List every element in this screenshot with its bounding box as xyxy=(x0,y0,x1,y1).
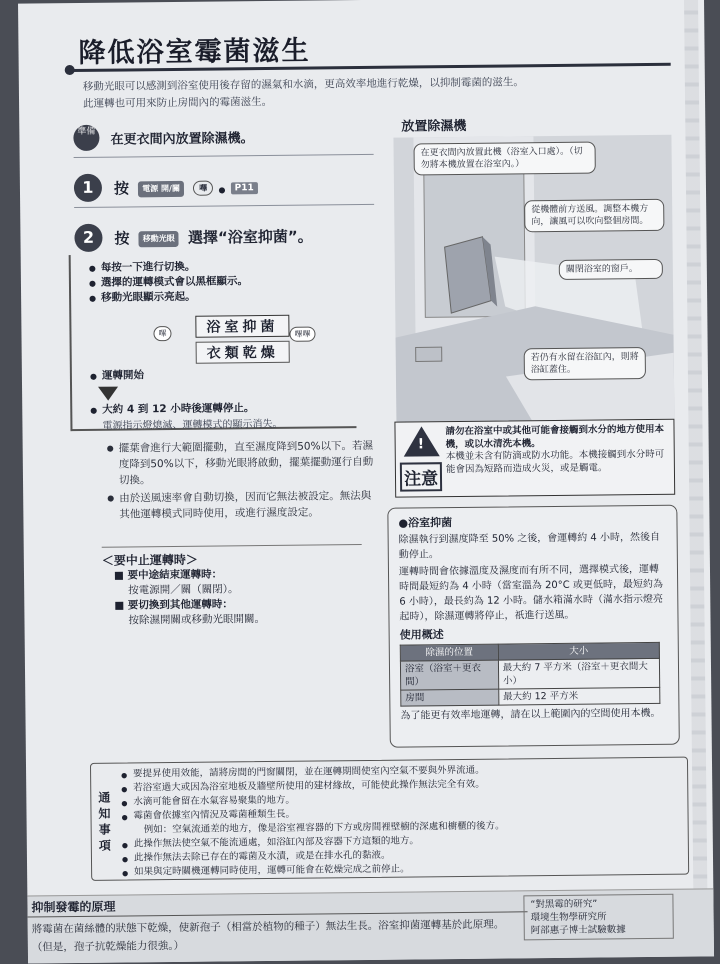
credit-line: 環境生物學研究所 xyxy=(530,911,607,924)
warning-box xyxy=(394,419,675,498)
notice-item: ● 此操作無法使空氣不能流通處，如浴缸內部及容器下方這類的地方。 xyxy=(122,832,682,852)
flow-bullets xyxy=(71,252,356,306)
table-cell: 房間 xyxy=(401,689,499,706)
warning-text xyxy=(445,424,672,476)
stop-item-text: 按除濕開關或移動光眼開關。 xyxy=(128,613,266,627)
press-label: 按 xyxy=(113,179,130,198)
step-1 xyxy=(74,169,374,208)
notice-item: ● 水滴可能會留在水氣容易聚集的地方。 xyxy=(121,790,681,810)
beep-oval: 嗶嗶 xyxy=(289,326,315,341)
operation-stop: ● 大約 4 到 12 小時後運轉停止。 xyxy=(88,401,254,418)
placement-title: 放置除濕機 xyxy=(401,118,467,135)
manual-page xyxy=(18,0,714,964)
notice-item: ● 若浴室過大或因為浴室地板及牆壁所使用的建材緣故，可能使此操作無法完全有效。 xyxy=(121,776,681,796)
notice-label: 通知事項 xyxy=(98,790,111,853)
flow-bullet: ● 每按一下進行切換。 xyxy=(87,258,355,276)
step-number: 2 xyxy=(74,224,102,252)
callout-window: 關閉浴室的窗戶。 xyxy=(559,259,663,280)
table-cell: 浴室（浴室＋更衣間） xyxy=(400,660,498,690)
notice-list xyxy=(121,762,682,880)
notice-item: ● 如果與定時關機運轉同時使用，運轉可能會在乾燥完成之前停止。 xyxy=(122,860,682,880)
step-number: 1 xyxy=(74,174,102,202)
credit-line: “對黑霉的研究” xyxy=(530,898,598,911)
flow-bullet: ● 選擇的運轉模式會以黑框顯示。 xyxy=(87,273,355,291)
operation-start: ● 運轉開始 xyxy=(88,368,144,384)
table-row xyxy=(400,658,659,690)
step-1-content: 按 電源 開/關 嗶 ● P11 xyxy=(114,176,258,199)
note-item: ● 擺葉會進行大範圍擺動，直至濕度降到50%以下。若濕度降到50%以下，移動光眼將啟動，擺葉擺動運行自動切換。 xyxy=(107,438,377,489)
footer-text: 將霉菌在菌絲體的狀態下乾燥，使新孢子（相當於植物的種子）無法生長。浴室抑菌運轉基於此原理。（但是，孢子抗乾燥能力很強。） xyxy=(31,918,505,954)
stop-item-text: 按電源開／關（關閉）。 xyxy=(128,583,239,597)
mold-paragraph: 除濕執行到濕度降至 50% 之後，會運轉約 4 小時，然後自動停止。 xyxy=(398,531,661,561)
motion-sensor-key-icon: 移動光眼 xyxy=(139,230,179,246)
mold-heading: ●浴室抑菌 xyxy=(398,516,453,530)
table-header: 大小 xyxy=(498,642,659,660)
flow-bullet: ● 移動光眼顯示亮起。 xyxy=(87,288,355,306)
callout-location: 在更衣間內放置此機（浴室入口處）。（切勿將本機放置在浴室內。） xyxy=(414,142,596,176)
beep-oval: 嗶 xyxy=(193,181,213,196)
notice-item: ● 霉菌會依據室內情況及霉菌種類生長。 xyxy=(121,804,681,824)
intro-text xyxy=(83,73,643,113)
stop-item-title: ■ 要中途結束運轉時： xyxy=(113,568,223,582)
principle-footer xyxy=(27,888,714,963)
prep-text: 在更衣間內放置除濕機。 xyxy=(110,130,254,148)
notice-item: ● 此操作無法去除已存在的霉菌及水漬，或是在排水孔的黏液。 xyxy=(122,846,682,866)
callout-bathtub: 若仍有水留在浴缸內，則將浴缸蓋住。 xyxy=(524,347,646,380)
usage-heading: 使用概述 xyxy=(399,628,444,642)
page-reference: P11 xyxy=(231,182,258,194)
usage-note: 為了能更有效率地運轉，請在以上範圍內的空間使用本機。 xyxy=(400,707,661,722)
table-header: 除濕的位置 xyxy=(400,644,498,661)
note-item: ● 由於送風速率會自動切換，因而它無法被設定。無法與其他運轉模式同時使用，或進行濕度設定。 xyxy=(107,488,377,523)
mold-paragraph: 運轉時間會依據溫度及濕度而有所不同，選擇模式後，運轉時間最短約為 4 小時（當室溫為 20°C 或更低時，最短約為 6 小時），最長約為 12 小時。儲水箱滿水時（滿水指示燈亮起時），除濕運轉將停止，祇進行送風。 xyxy=(398,563,663,623)
beep-oval: 嗶 xyxy=(153,326,171,341)
warning-detail: 本機並未含有防滴或防水功能。本機接觸到水分時可能會因為短路而造成火災，或是觸電。 xyxy=(445,448,665,475)
prep-badge: 準備 xyxy=(73,125,99,151)
notice-item: ● 要提昇使用效能，請將房間的門窗關閉，並在運轉期間使室內空氣不要與外界流通。 xyxy=(121,762,681,782)
exclamation-icon: ! xyxy=(417,436,425,453)
power-key-icon: 電源 開/關 xyxy=(138,180,184,196)
footer-title: 抑制發霉的原理 xyxy=(31,899,116,915)
intro-line: 此運轉也可用來防止房間內的霉菌滋生。 xyxy=(83,95,273,110)
step-2-action: 選擇“浴室抑菌”。 xyxy=(187,227,313,247)
warning-label: 注意 xyxy=(400,462,442,491)
notice-example: 例如：空氣流通差的地方，像是浴室裡容器的下方或房間裡壁櫥的深處和櫥櫃的後方。 xyxy=(143,820,505,836)
mode-flow-box xyxy=(69,252,357,431)
stop-note: 電源指示燈熄滅、運轉模式的顯示消失。 xyxy=(102,418,283,432)
stop-heading: ＜要中止運轉時＞ xyxy=(102,544,362,569)
credit-line: 阿部惠子博士試驗數據 xyxy=(530,924,626,937)
down-arrow-icon xyxy=(98,387,118,401)
press-label: 按 xyxy=(114,229,130,248)
bathroom-scene-icon xyxy=(393,135,674,430)
page-title: 降低浴室霉菌滋生 xyxy=(78,35,311,69)
notice-box xyxy=(90,757,689,881)
prep-row xyxy=(73,122,373,158)
placement-illustration xyxy=(393,135,674,430)
placement-section xyxy=(391,113,673,490)
callout-airflow: 從機體前方送風。調整本機方向，讓風可以吹向整個房間。 xyxy=(524,199,664,232)
step-2-content xyxy=(114,226,312,249)
mode-clothes-dry: 衣類乾燥 xyxy=(196,341,290,364)
stop-item-title: ■ 要切換到其他運轉時： xyxy=(114,598,233,612)
steps-column xyxy=(73,122,374,258)
usage-table xyxy=(400,642,661,707)
research-credit xyxy=(523,894,673,941)
operation-notes xyxy=(107,438,378,525)
mode-bathroom: 浴室抑菌 xyxy=(195,315,289,338)
warning-bold: 請勿在浴室中或其他可能會接觸到水分的地方使用本機，或以水清洗本機。 xyxy=(445,423,665,450)
stop-list xyxy=(114,566,365,629)
table-cell: 最大約 12 平方米 xyxy=(499,687,660,705)
intro-line: 移動光眼可以感測到浴室使用後存留的濕氣和水滴，更高效率地進行乾燥，以抑制霉菌的滋生。 xyxy=(82,76,524,93)
table-row xyxy=(401,687,660,706)
mold-info-box xyxy=(387,505,679,748)
table-cell: 最大約 7 平方米（浴室＋更衣間大小） xyxy=(498,658,660,689)
